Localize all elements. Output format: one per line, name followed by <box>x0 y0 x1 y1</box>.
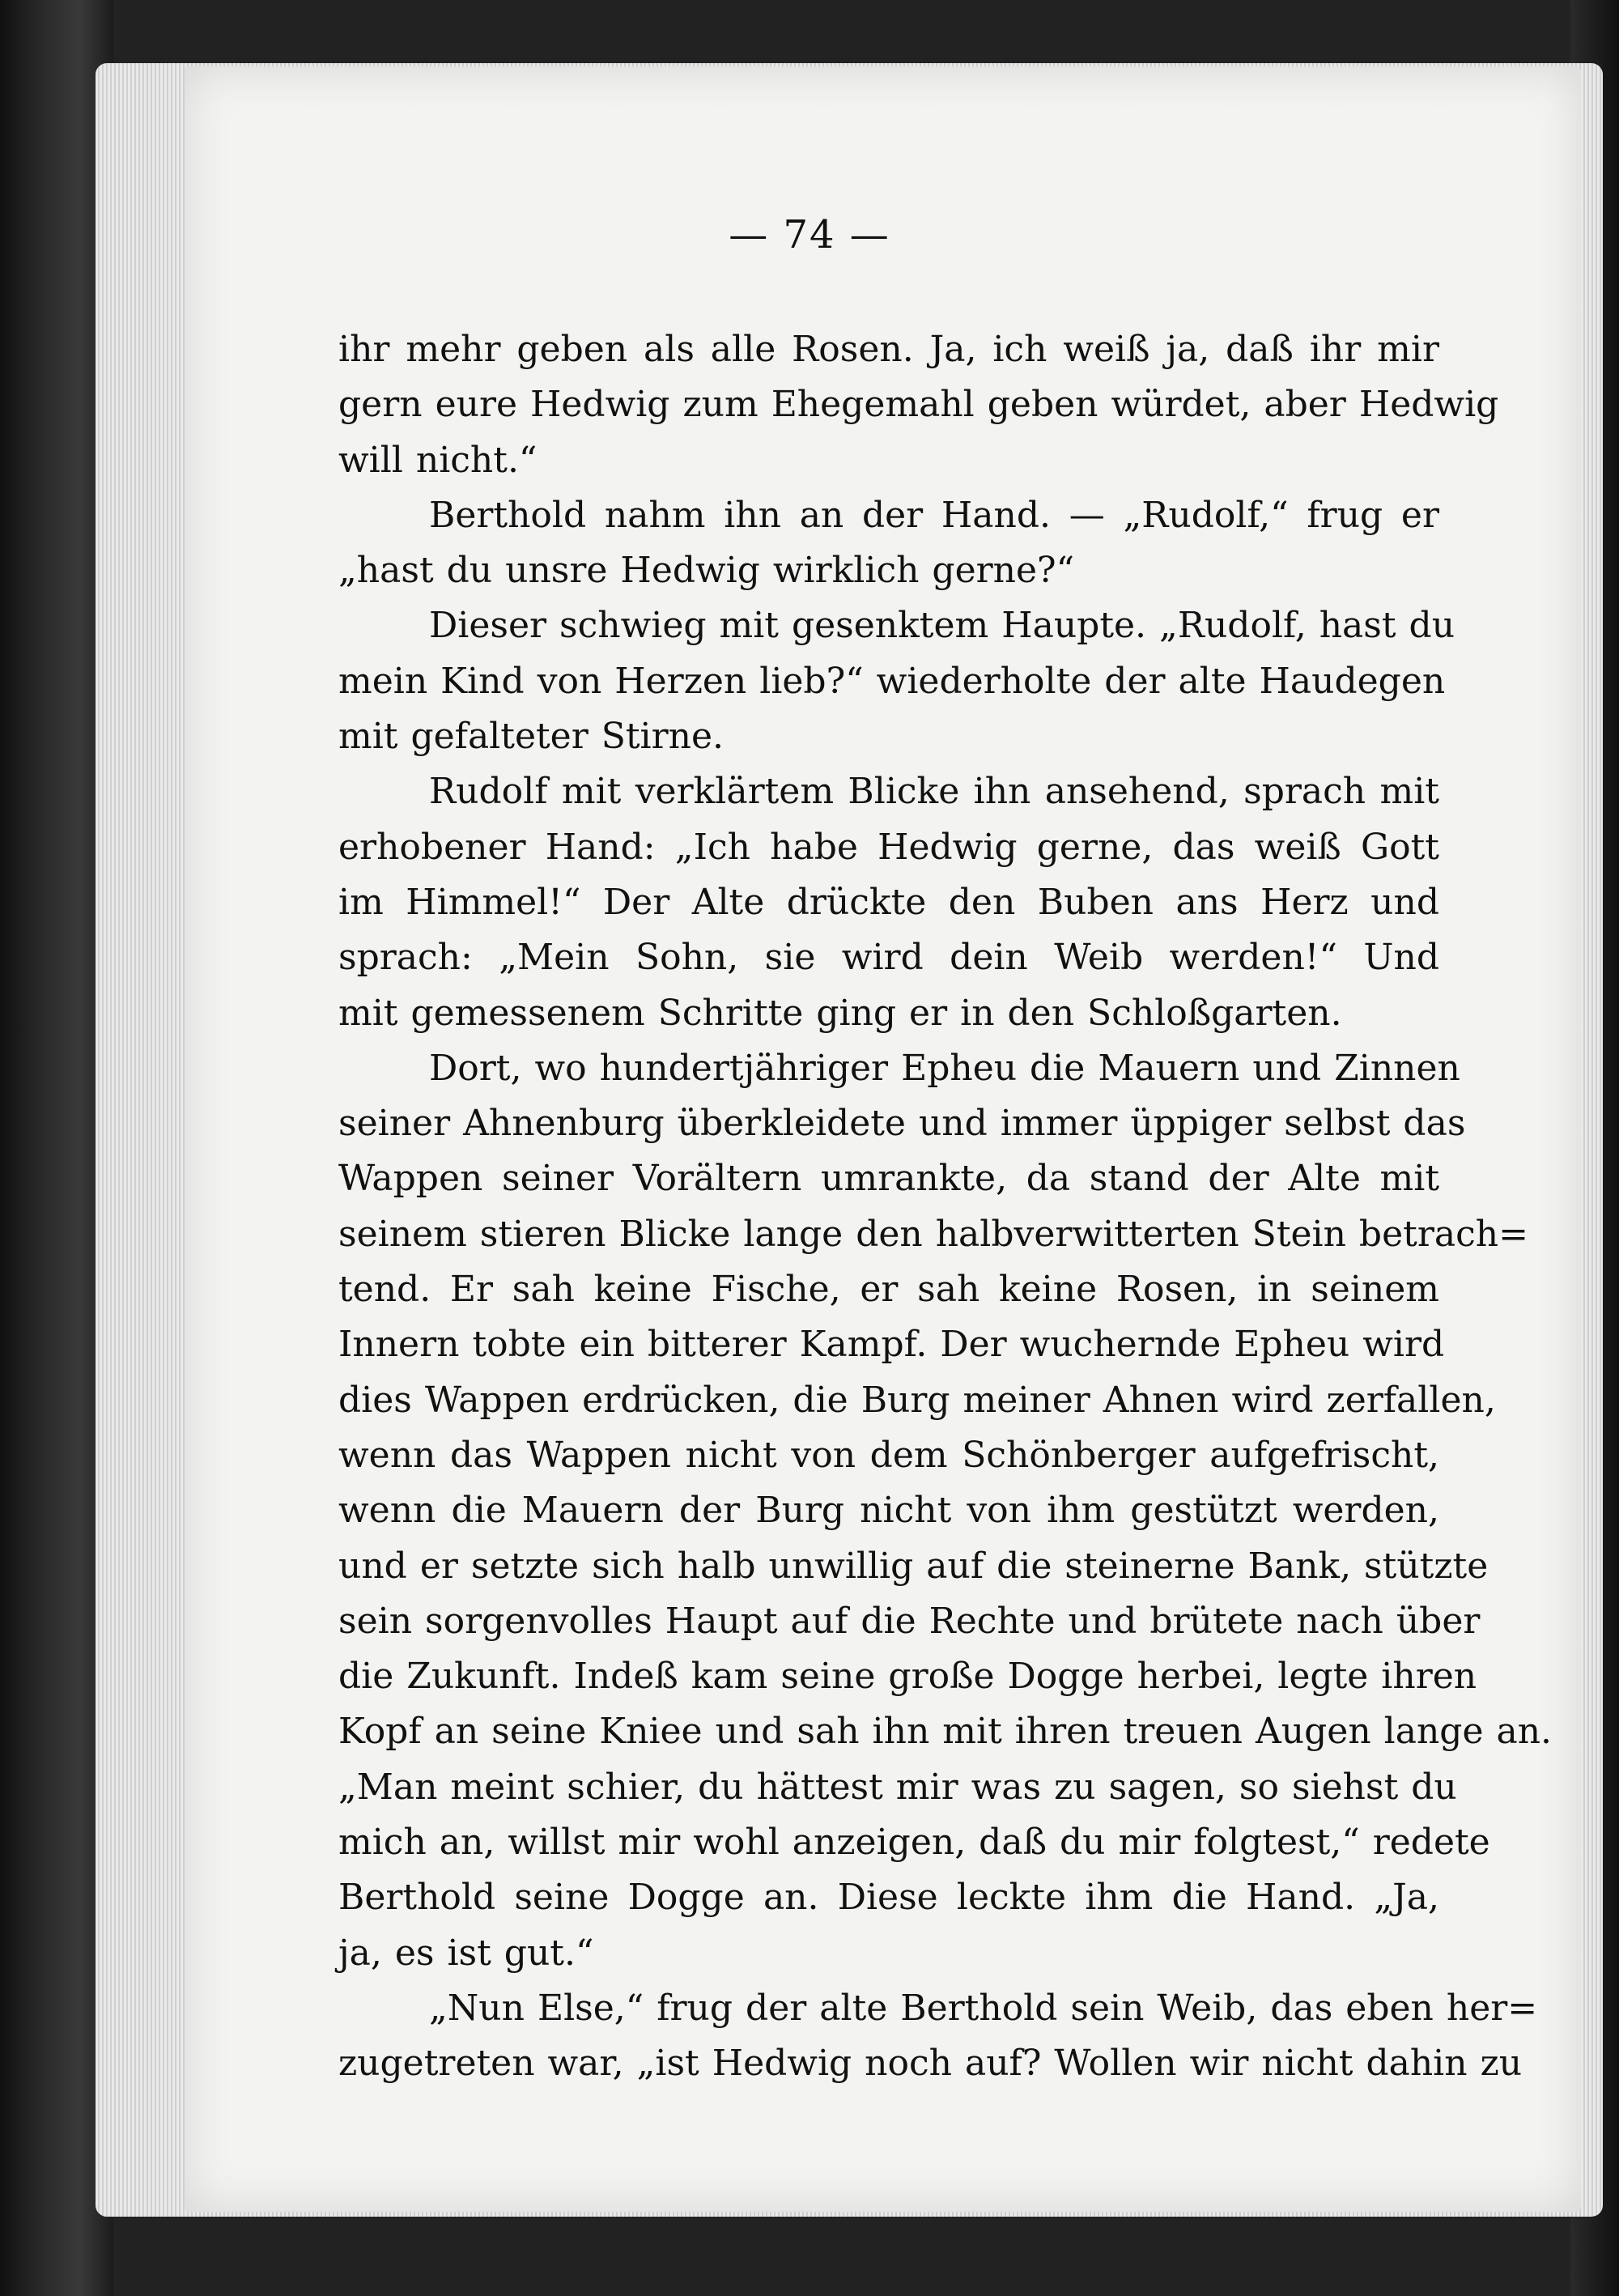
text-line: Berthold seine Dogge an. Diese leckte ihm die Hand. „Ja, <box>338 1877 1439 1919</box>
text-line: Dieser schwieg mit gesenktem Haupte. „Rudolf, hast du <box>429 605 1455 647</box>
text-line: Dort, wo hundertjähriger Epheu die Mauern und Zinnen <box>429 1047 1460 1089</box>
text-line: sprach: „Mein Sohn, sie wird dein Weib werden!“ Und <box>338 937 1439 979</box>
text-line: mich an, willst mir wohl anzeigen, daß du mir folgtest,“ redete <box>338 1822 1490 1864</box>
text-line: seiner Ahnenburg überkleidete und immer üppiger selbst das <box>338 1103 1466 1145</box>
text-line: „Nun Else,“ frug der alte Berthold sein Weib, das eben her= <box>429 1987 1538 2029</box>
text-line: ja, es ist gut.“ <box>338 1932 594 1974</box>
text-line: „hast du unsre Hedwig wirklich gerne?“ <box>338 550 1075 592</box>
text-line: Kopf an seine Kniee und sah ihn mit ihren treuen Augen lange an. <box>338 1711 1553 1753</box>
text-line: ihr mehr geben als alle Rosen. Ja, ich weiß ja, daß ihr mir <box>338 329 1439 370</box>
text-line: erhobener Hand: „Ich habe Hedwig gerne, das weiß Gott <box>338 826 1439 868</box>
text-line: sein sorgenvolles Haupt auf die Rechte und brütete nach über <box>338 1600 1481 1642</box>
text-line: will nicht.“ <box>338 439 538 481</box>
text-line: „Man meint schier, du hättest mir was zu sagen, so siehst du <box>338 1766 1457 1808</box>
text-line: mit gemessenem Schritte ging er in den Schloßgarten. <box>338 992 1342 1034</box>
text-line: im Himmel!“ Der Alte drückte den Buben ans Herz und <box>338 881 1439 923</box>
text-line: seinem stieren Blicke lange den halbverwitterten Stein betrach= <box>338 1213 1528 1255</box>
text-line: Berthold nahm ihn an der Hand. — „Rudolf,“ frug er <box>429 494 1439 536</box>
text-line: wenn die Mauern der Burg nicht von ihm gestützt werden, <box>338 1490 1439 1532</box>
text-line: mit gefalteter Stirne. <box>338 716 725 758</box>
text-line: dies Wappen erdrücken, die Burg meiner Ahnen wird zerfallen, <box>338 1379 1496 1421</box>
text-line: Wappen seiner Vorältern umrankte, da stand der Alte mit <box>338 1158 1439 1200</box>
text-line: wenn das Wappen nicht von dem Schönberger aufgefrischt, <box>338 1434 1439 1476</box>
body-text <box>338 322 1553 2092</box>
text-line: mein Kind von Herzen lieb?“ wiederholte der alte Haudegen <box>338 660 1446 702</box>
text-line: Rudolf mit verklärtem Blicke ihn ansehend, sprach mit <box>429 771 1439 813</box>
text-line: die Zukunft. Indeß kam seine große Dogge herbei, legte ihren <box>338 1656 1477 1698</box>
text-line: Innern tobte ein bitterer Kampf. Der wuchernde Epheu wird <box>338 1324 1445 1366</box>
page-number: — 74 — <box>729 212 890 257</box>
text-line: und er setzte sich halb unwillig auf die steinerne Bank, stützte <box>338 1545 1489 1587</box>
text-line: zugetreten war, „ist Hedwig noch auf? Wollen wir nicht dahin zu <box>338 2043 1523 2085</box>
text-line: gern eure Hedwig zum Ehegemahl geben würdet, aber Hedwig <box>338 384 1499 426</box>
text-line: tend. Er sah keine Fische, er sah keine Rosen, in seinem <box>338 1269 1439 1311</box>
